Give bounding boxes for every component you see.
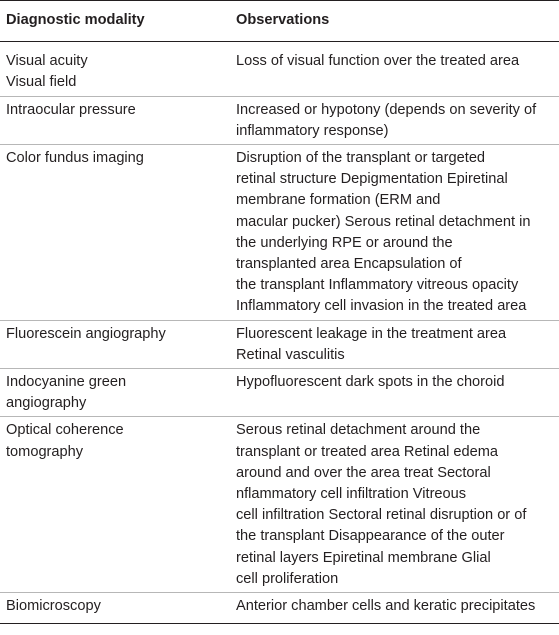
header-row bbox=[0, 1, 559, 42]
observation-line: inflammatory response) bbox=[236, 122, 389, 139]
observation-line: macular pucker) Serous retinal detachment in bbox=[236, 213, 531, 230]
table-row bbox=[0, 96, 559, 144]
observations-cell bbox=[230, 417, 559, 593]
observations-cell bbox=[230, 42, 559, 96]
table-body bbox=[0, 42, 559, 624]
observation-line: the transplant Disappearance of the outer bbox=[236, 528, 505, 545]
observation-line: Serous retinal detachment around the bbox=[236, 422, 481, 439]
observation-line: Fluorescent leakage in the treatment area bbox=[236, 325, 507, 342]
modality-line: tomography bbox=[6, 443, 84, 460]
table-header bbox=[0, 1, 559, 42]
modality-line: Indocyanine green bbox=[6, 374, 127, 391]
observations-cell bbox=[230, 593, 559, 624]
observation-line: Anterior chamber cells and keratic precipitates bbox=[236, 598, 536, 615]
observation-line: transplanted area Encapsulation of bbox=[236, 256, 462, 273]
observation-line: transplant or treated area Retinal edema bbox=[236, 443, 499, 460]
observation-line: Increased or hypotony (depends on severity of bbox=[236, 101, 537, 118]
table-row bbox=[0, 320, 559, 368]
observation-line: the transplant Inflammatory vitreous opacity bbox=[236, 277, 519, 294]
observation-line: cell infiltration Sectoral retinal disruption or of bbox=[236, 507, 527, 524]
observation-line: membrane formation (ERM and bbox=[236, 192, 441, 209]
modality-line: Visual field bbox=[6, 74, 77, 91]
modality-line: angiography bbox=[6, 395, 87, 412]
observation-line: Inflammatory cell invasion in the treated area bbox=[236, 298, 527, 315]
modality-cell bbox=[0, 417, 230, 593]
observations-cell bbox=[230, 320, 559, 368]
modality-cell bbox=[0, 593, 230, 624]
observation-line: Hypofluorescent dark spots in the choroid bbox=[236, 374, 505, 391]
modality-cell bbox=[0, 96, 230, 144]
header-diagnostic-modality: Diagnostic modality bbox=[0, 1, 230, 42]
modality-line: Intraocular pressure bbox=[6, 101, 136, 118]
observation-line: cell proliferation bbox=[236, 570, 339, 587]
modality-line: Visual acuity bbox=[6, 53, 88, 70]
observation-line: around and over the area treat Sectoral bbox=[236, 464, 491, 481]
observation-line: retinal layers Epiretinal membrane Glial bbox=[236, 549, 491, 566]
observation-line: the underlying RPE or around the bbox=[236, 234, 453, 251]
modality-line: Optical coherence bbox=[6, 422, 124, 439]
table-row bbox=[0, 593, 559, 624]
modality-line: Color fundus imaging bbox=[6, 150, 144, 167]
table-row bbox=[0, 417, 559, 593]
modality-cell bbox=[0, 369, 230, 417]
observations-cell bbox=[230, 369, 559, 417]
modality-line: Biomicroscopy bbox=[6, 598, 101, 615]
observations-cell bbox=[230, 96, 559, 144]
modality-line: Fluorescein angiography bbox=[6, 325, 166, 342]
modality-cell bbox=[0, 320, 230, 368]
table-row bbox=[0, 42, 559, 96]
observation-line: Retinal vasculitis bbox=[236, 346, 345, 363]
observation-line: Loss of visual function over the treated area bbox=[236, 53, 520, 70]
observation-line: Disruption of the transplant or targeted bbox=[236, 150, 486, 167]
modality-cell bbox=[0, 42, 230, 96]
table-row bbox=[0, 369, 559, 417]
observation-line: nflammatory cell infiltration Vitreous bbox=[236, 486, 467, 503]
observations-cell bbox=[230, 145, 559, 321]
observation-line: retinal structure Depigmentation Epiretinal bbox=[236, 171, 508, 188]
header-observations: Observations bbox=[230, 1, 559, 42]
table-row bbox=[0, 145, 559, 321]
modality-cell bbox=[0, 145, 230, 321]
